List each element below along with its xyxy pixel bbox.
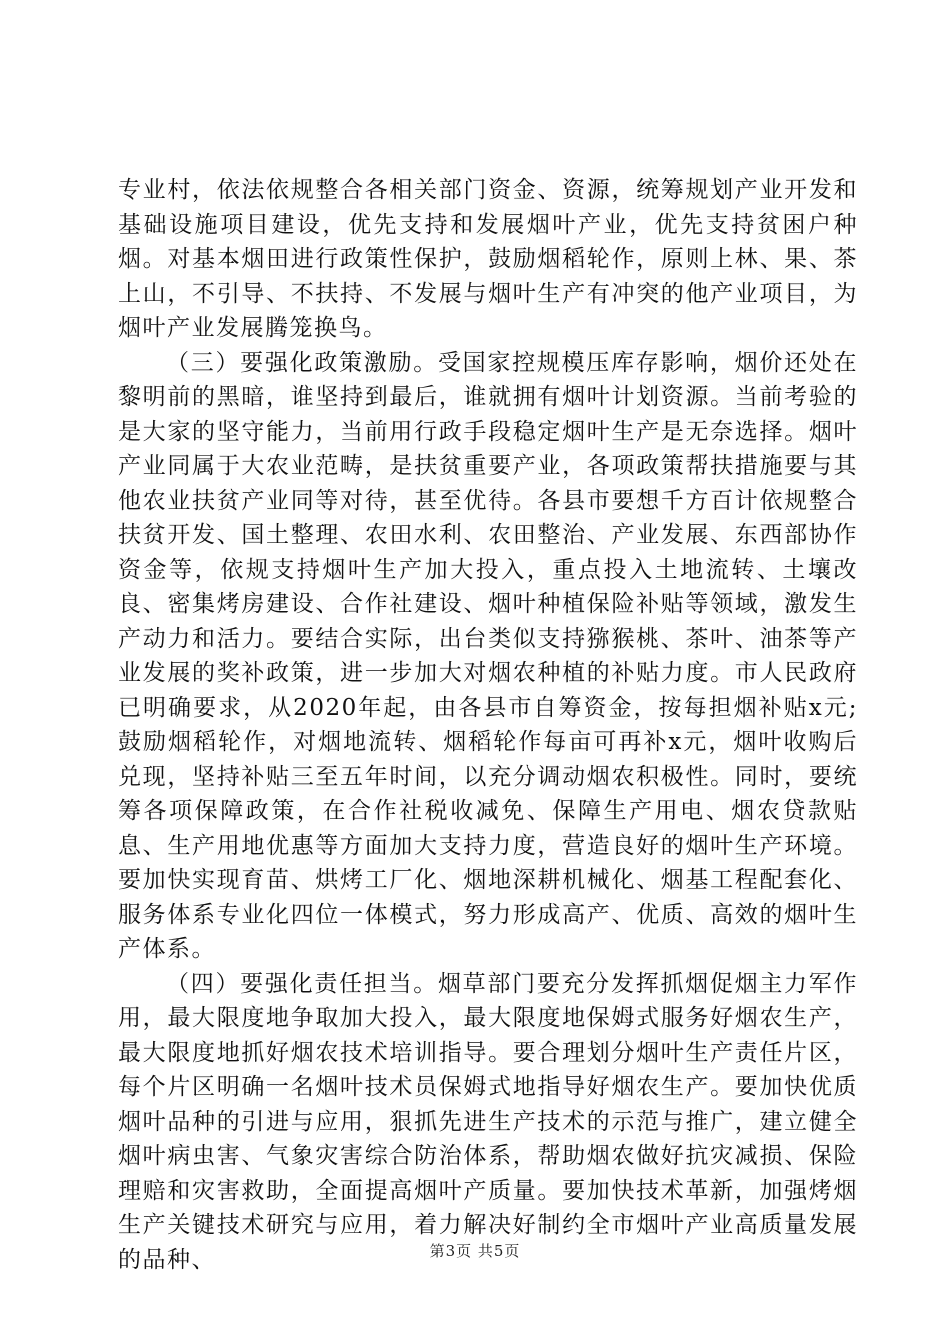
paragraph-continuation: 专业村，依法依规整合各相关部门资金、资源，统筹规划产业开发和基础设施项目建设，优先支持和发展烟叶产业，优先支持贫困户种烟。对基本烟田进行政策性保护，鼓励烟稻轮作，原则上林、果、茶上山，不引导、不扶持、不发展与烟叶生产有冲突的他产业项目，为烟叶产业发展腾笼换鸟。 [118, 177, 858, 341]
paragraph-policy-incentive: （三）要强化政策激励。受国家控规模压库存影响，烟价还处在黎明前的黑暗，谁坚持到最后，谁就拥有烟叶计划资源。当前考验的是大家的坚守能力，当前用行政手段稳定烟叶生产是无奈选择。烟叶产业同属于大农业范畴，是扶贫重要产业，各项政策帮扶措施要与其他农业扶贫产业同等对待，甚至优待。各县市要想千方百计依规整合扶贫开发、国土整理、农田水利、农田整治、产业发展、东西部协作资金等，依规支持烟叶生产加大投入，重点投入土地流转、土壤改良、密集烤房建设、合作社建设、烟叶种植保险补贴等领域，激发生产动力和活力。要结合实际，出台类似支持猕猴桃、茶叶、油茶等产业发展的奖补政策，进一步加大对烟农种植的补贴力度。市人民政府已明确要求，从2020年起，由各县市自筹资金，按每担烟补贴x元;鼓励烟稻轮作，对烟地流转、烟稻轮作每亩可再补x元，烟叶收购后兑现，坚持补贴三至五年时间，以充分调动烟农积极性。同时，要统筹各项保障政策，在合作社税收减免、保障生产用电、烟农贷款贴息、生产用地优惠等方面加大支持力度，营造良好的烟叶生产环境。要加快实现育苗、烘烤工厂化、烟地深耕机械化、烟基工程配套化、服务体系专业化四位一体模式，努力形成高产、优质、高效的烟叶生产体系。 [118, 349, 858, 962]
document-body [118, 173, 858, 1277]
page-number-footer: 第3页 共5页 [429, 1242, 521, 1260]
paragraph-responsibility: （四）要强化责任担当。烟草部门要充分发挥抓烟促烟主力军作用，最大限度地争取加大投入，最大限度地保姆式服务好烟农生产，最大限度地抓好烟农技术培训指导。要合理划分烟叶生产责任片区，每个片区明确一名烟叶技术员保姆式地指导好烟农生产。要加快优质烟叶品种的引进与应用，狠抓先进生产技术的示范与推广，建立健全烟叶病虫害、气象灾害综合防治体系，帮助烟农做好抗灾减损、保险理赔和灾害救助，全面提高烟叶产质量。要加快技术革新，加强烤烟生产关键技术研究与应用，着力解决好制约全市烟叶产业高质量发展的品种、 [118, 970, 858, 1273]
